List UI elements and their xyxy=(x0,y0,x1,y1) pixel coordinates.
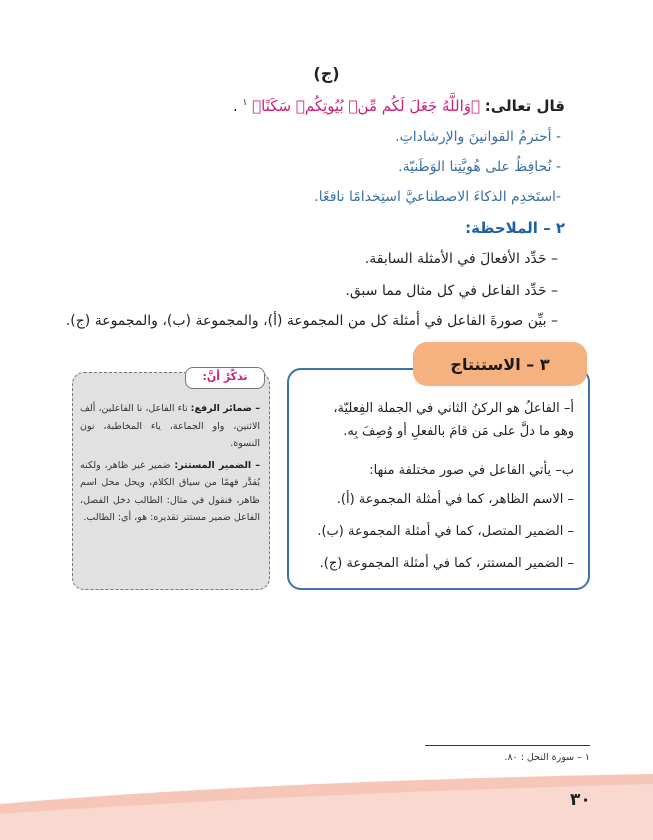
conclusion-line: ب– يأتي الفاعل في صور مختلفة منها: xyxy=(369,463,574,478)
quran-end: . xyxy=(232,97,238,115)
page-wave-decoration xyxy=(0,770,653,840)
quran-verse-line xyxy=(233,97,565,115)
observation-task: – بيِّن صورةَ الفاعل في أمثلة كل من المجموعة (أ)، والمجموعة (ب)، والمجموعة (ج). xyxy=(65,313,558,329)
remember-label: – ضمائر الرفع: xyxy=(190,403,260,414)
remember-body: تاء الفاعل، نا الفاعلين، ألف الاثنين، واو الجماعة، ياء المخاطبة، نون النسوة. xyxy=(80,403,260,449)
conclusion-box xyxy=(287,368,590,590)
conclusion-title: ٣ – الاستنتاج xyxy=(413,342,587,386)
observation-task: – حَدِّد الفاعل في كل مثال مما سبق. xyxy=(345,283,558,299)
section-letter: (ج) xyxy=(313,64,340,83)
remember-body: ضمير غير ظاهر، ولكنه يُقدَّر فهمًا من سياق الكلام، ويحل محل اسم ظاهر، فنقول في مثال: الطالب دخل الفصل، الفاعل ضمير مستتر تقديره: هو، أي: الطالب. xyxy=(80,459,260,523)
page-number: ٣٠ xyxy=(570,790,591,810)
observation-title: ٢ – الملاحظة: xyxy=(465,219,565,237)
footnote: ١ – سورة النحل : ٨٠. xyxy=(504,752,590,763)
quran-ayah: ﴿وَاللَّهُ جَعَلَ لَكُم مِّنۢ بُيُوتِكُمۡ سَكَنًا﴾ xyxy=(252,97,480,115)
conclusion-line: – الضمير المستتر، كما في أمثلة المجموعة (ج). xyxy=(319,556,574,571)
example-sentence: - أحترمُ القوانينَ والإرشاداتِ. xyxy=(395,129,561,145)
remember-text xyxy=(80,400,260,531)
conclusion-line: وهو ما دلَّ على مَن قامَ بالفعلِ أو وُصِفَ بِه. xyxy=(343,424,574,439)
example-sentence: -استَخدِم الذكاءَ الاصطناعيَّ استِخدامًا نافعًا. xyxy=(314,189,561,205)
remember-title: تذكَّرْ أنَّ: xyxy=(185,367,265,389)
footnote-rule xyxy=(425,745,590,746)
conclusion-line: أ– الفاعلُ هو الركنُ الثاني في الجملة الفِعليّة، xyxy=(333,401,574,416)
conclusion-line: – الضمير المتصل، كما في أمثلة المجموعة (ب). xyxy=(317,524,574,539)
footnote-ref: ١ xyxy=(242,98,248,108)
observation-task: – حَدِّد الأفعالَ في الأمثلة السابقة. xyxy=(364,251,558,267)
example-sentence: - نُحافِظُ على هُويَّتِنا الوَطَنيّة. xyxy=(398,159,561,175)
conclusion-line: – الاسم الظاهر، كما في أمثلة المجموعة (أ). xyxy=(336,492,574,507)
quran-label: قال تعالى: xyxy=(484,97,565,115)
remember-label: – الضمير المستتر: xyxy=(174,459,261,471)
